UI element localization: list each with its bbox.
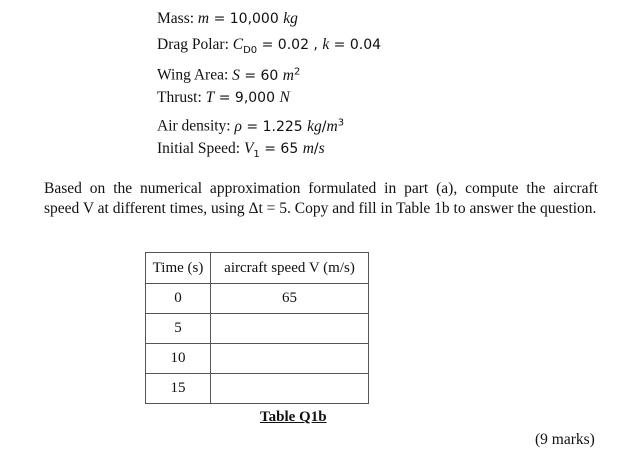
speed-cell [211, 344, 369, 374]
question-line-1: Based on the numerical approximation formulated in part (a), compute the aircraft [44, 180, 598, 197]
given-initial-speed: Initial Speed: $V_1 = 65$ m/s [157, 140, 325, 160]
table-header-row [146, 253, 369, 284]
given-wing-area: Wing Area: S = 60 $m^2$ [157, 66, 301, 84]
header-speed: aircraft speed V (m/s) [211, 253, 369, 284]
speed-cell [211, 314, 369, 344]
question-line-2: speed V at different times, using Δt = 5. Copy and fill in Table 1b to answer the question. [44, 200, 597, 217]
speed-cell: 65 [211, 284, 369, 314]
question-text [44, 179, 598, 219]
time-cell: 5 [146, 314, 211, 344]
table-q1b [145, 252, 369, 404]
time-cell: 10 [146, 344, 211, 374]
time-cell: 15 [146, 374, 211, 404]
given-air-density: Air density: ρ = 1.225 $kg/m^3$ [157, 117, 345, 135]
given-mass: Mass: m = 10,000 kg [157, 10, 298, 27]
given-thrust: Thrust: T = 9,000 N [157, 89, 290, 106]
header-time: Time (s) [146, 253, 211, 284]
table-row [146, 314, 369, 344]
table-row [146, 284, 369, 314]
given-drag-polar: Drag Polar: $C_{D0} = 0.02$ , k = 0.04 [157, 36, 382, 56]
marks-label: (9 marks) [535, 431, 595, 448]
table-row [146, 344, 369, 374]
table-caption: Table Q1b [260, 409, 327, 425]
table-row [146, 374, 369, 404]
speed-cell [211, 374, 369, 404]
time-cell: 0 [146, 284, 211, 314]
